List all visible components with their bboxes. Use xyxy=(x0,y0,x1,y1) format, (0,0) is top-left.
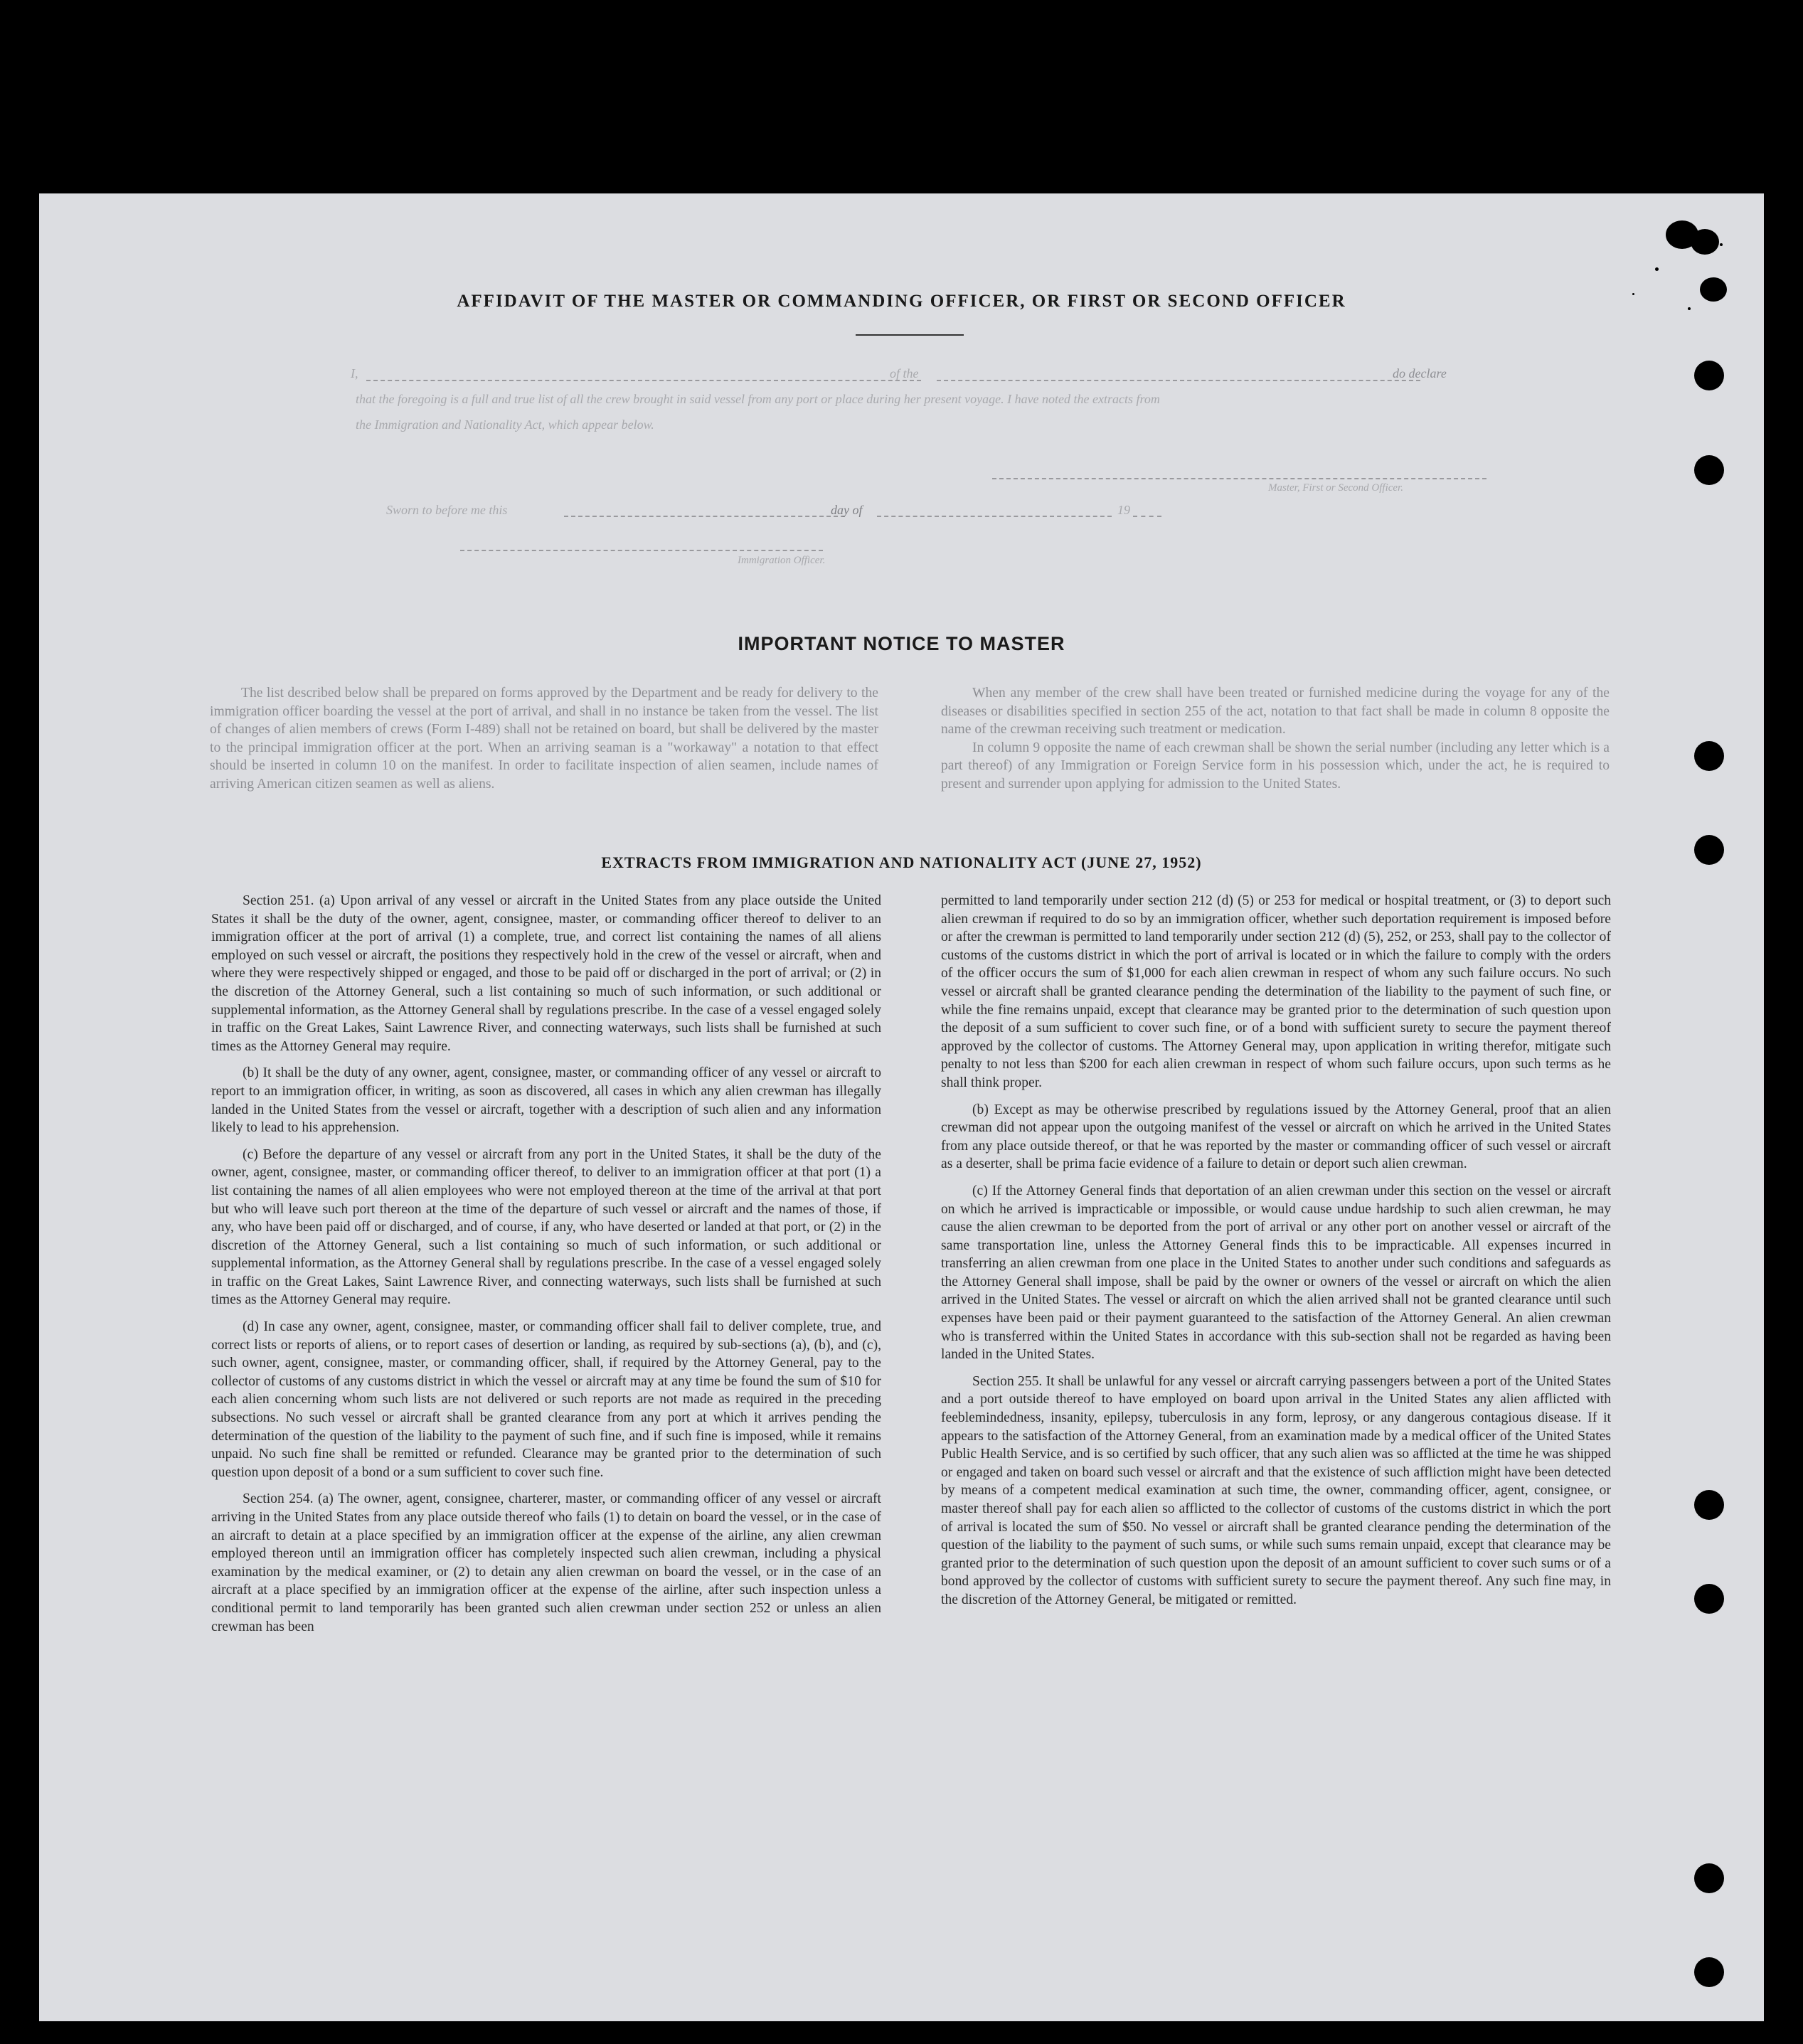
sworn-prefix: Sworn to before me this xyxy=(386,503,508,517)
section-254-c: (c) If the Attorney General finds that deportation of an alien crewman under this section on the vessel or aircraft on which he arrived is impracticable or impossible, or would cause undue hardship to such alien crewman, he may cause the alien crewman to be deported from the port of arrival or any other port on another vessel or aircraft of the same transportation line, unless the Attorney General finds this to be impracticable. All expenses incurred in transferring an alien crewman from one place in the United States to another under such conditions and safeguards as the Attorney General shall impose, shall be paid by the owner or owners of the vessel or aircraft on which the alien arrived in the United States. The vessel or aircraft on which the alien arrived shall not be granted clearance until such expenses have been paid or their payment guaranteed to the satisfaction of the Attorney General. An alien crewman who is transferred within the United States in accordance with this sub-section shall not be regarded as having been landed in the United States. xyxy=(941,1183,1611,1363)
ink-speck xyxy=(1688,307,1691,310)
affidavit-title: AFFIDAVIT OF THE MASTER OR COMMANDING OFFICER, OR FIRST OR SECOND OFFICER xyxy=(457,292,1346,311)
punch-hole xyxy=(1694,1584,1724,1614)
immigration-officer-caption: Immigration Officer. xyxy=(738,555,826,566)
affidavit-do-declare: do declare xyxy=(1393,366,1447,380)
master-caption: Master, First or Second Officer. xyxy=(1268,482,1403,494)
section-254-b: (b) Except as may be otherwise prescribed by regulations issued by the Attorney General, proof that an alien crewman did not appear upon the outgoing manifest of the vessel or aircraft on which he arrived in the United States from any place outside thereof, or that he was reported by the master or commanding officer of such vessel or aircraft as a deserter, shall be prima facie evidence of a failure to detain or deport such alien crewman. xyxy=(941,1102,1611,1172)
extracts-title: EXTRACTS FROM IMMIGRATION AND NATIONALITY ACT (JUNE 27, 1952) xyxy=(601,853,1202,871)
title-underline xyxy=(856,334,964,336)
punch-hole xyxy=(1694,455,1724,485)
punch-hole xyxy=(1694,835,1724,865)
punch-hole xyxy=(1700,277,1727,302)
punch-hole xyxy=(1691,229,1719,255)
sworn-year-blank[interactable] xyxy=(1133,516,1161,517)
affidavit-line-2: that the foregoing is a full and true list of all the crew brought in said vessel from any port or place during her present voyage. I have noted the extracts from xyxy=(356,392,1160,406)
sworn-day-blank[interactable] xyxy=(564,516,845,517)
master-signature-line[interactable] xyxy=(992,478,1486,479)
affidavit-of-the: of the xyxy=(890,366,919,380)
extracts-right-column xyxy=(941,892,1611,1618)
section-255: Section 255. It shall be unlawful for any vessel or aircraft carrying passengers between a port of the United States and a port outside thereof to have employed on board upon arrival in the United States any alien afflicted with feeblemindedness, insanity, epilepsy, tuberculosis in any form, leprosy, or any dangerous contagious disease. If it appears to the satisfaction of the Attorney General, from an examination made by a medical officer of the United States Public Health Service, and is so certified by such officer, that any such alien was so afflicted at the time he was shipped or engaged and taken on board such vessel or aircraft and that the existence of such affliction might have been detected by means of a competent medical examination at such time, the owner, commanding officer, agent, consignee, or master thereof shall pay for each alien so afflicted to the collector of customs of the customs district in which the port of arrival is located the sum of $50. No vessel or aircraft shall be granted clearance pending the determination of the question of the liability to the payment of such sums, or while such sums remain unpaid, except that clearance may be granted prior to the determination of such question upon the deposit of an amount sufficient to cover such sums or of a bond approved by the collector of customs with sufficient surety to secure the payment thereof. Any such fine may, in the discretion of the Attorney General, be mitigated or remitted. xyxy=(941,1373,1611,1607)
affidavit-i: I, xyxy=(351,366,358,380)
sworn-year: 19 xyxy=(1117,503,1130,517)
immigration-officer-signature-line[interactable] xyxy=(460,550,823,551)
notice-right-paragraph-1: When any member of the crew shall have been treated or furnished medicine during the voyage for any of the diseases or disabilities specified in section 255 of the act, notation to that fact shall be made in column 8 opposite the name of the crewman receiving such treatment or medication. xyxy=(941,686,1610,737)
ink-speck xyxy=(1655,267,1659,271)
notice-left-paragraph: The list described below shall be prepared on forms approved by the Department and be ready for delivery to the immigration officer boarding the vessel at the port of arrival, and shall in no instance be taken from the vessel. The list of changes of alien members of crews (Form I-489) shall not be retained on board, but shall be delivered by the master to the principal immigration officer at the port. When an arriving seaman is a "workaway" a notation to that effect should be inserted in column 10 on the manifest. In order to facilitate inspection of alien seamen, include names of arriving American citizen seamen as well as aliens. xyxy=(210,686,878,792)
name-blank[interactable] xyxy=(366,380,921,381)
vessel-blank[interactable] xyxy=(937,380,1420,381)
section-251-b: (b) It shall be the duty of any owner, agent, consignee, master, or commanding officer of any vessel or aircraft to report to an immigration officer, in writing, as soon as discovered, all cases in which any alien crewman has illegally landed in the United States from the vessel or aircraft, together with a description of such alien and any information likely to lead to his apprehension. xyxy=(211,1065,881,1136)
sworn-day-of: day of xyxy=(831,503,863,517)
sworn-month-blank[interactable] xyxy=(877,516,1112,517)
punch-hole xyxy=(1694,1490,1724,1520)
section-251-d: (d) In case any owner, agent, consignee, master, or commanding officer shall fail to deliver complete, true, and correct lists or reports of aliens, or to report cases of desertion or landing, as required by sub-sections (a), (b), and (c), such owner, agent, consignee, master, or commanding officer, shall, if required by the Attorney General, pay to the collector of customs of any customs district in which the vessel or aircraft may at any time be found the sum of $10 for each alien concerning whom such lists are not delivered or such reports are not made as required in the preceding subsections. No such vessel or aircraft shall be granted clearance from any port at which it arrives pending the determination of the question of the liability to the payment of such fine, and if such fine is imposed, while it remains unpaid. No such fine shall be remitted or refunded. Clearance may be granted prior to the determination of such question upon deposit of a bond or a sum sufficient to cover such fine. xyxy=(211,1319,881,1480)
notice-right-column xyxy=(941,684,1610,793)
affidavit-line-3: the Immigration and Nationality Act, which appear below. xyxy=(356,417,654,432)
form-page xyxy=(39,193,1764,2021)
notice-right-paragraph-2: In column 9 opposite the name of each crewman shall be shown the serial number (including any letter which is a part thereof) of any Immigration or Foreign Service form in his possession which, under the act, he is required to present and surrender upon applying for admission to the United States. xyxy=(941,740,1610,792)
section-254-a-continued: permitted to land temporarily under section 212 (d) (5) or 253 for medical or hospital treatment, or (3) to deport such alien crewman if required to do so by an immigration officer, whether such deportation requirement is imposed before or after the crewman is permitted to land temporarily under section 212 (d) (5), 252, or 253, shall pay to the collector of customs of the customs district in which the port of arrival is located or in which the failure to comply with the orders of the officer occurs the sum of $1,000 for each alien crewman in respect of whom any such failure occurs. No such vessel or aircraft shall be granted clearance pending the determination of the liability to the payment of such fine, or while the fine remains unpaid, except that clearance may be granted prior to the determination of such question upon the deposit of a sum sufficient to cover such fine, or of a bond with sufficient surety to secure the payment thereof approved by the collector of customs. The Attorney General may, upon application in writing therefor, mitigate such penalty to not less than $200 for each alien crewman in respect of whom such failure occurs, upon such terms as he shall think proper. xyxy=(941,893,1611,1090)
notice-title: IMPORTANT NOTICE TO MASTER xyxy=(738,633,1065,654)
ink-speck xyxy=(1720,243,1723,246)
section-254-a: Section 254. (a) The owner, agent, consignee, charterer, master, or commanding officer of any vessel or aircraft arriving in the United States from any place outside thereof who fails (1) to detain on board the vessel, or in the case of an aircraft to detain at a place specified by an immigration officer at the expense of the airline, any alien crewman employed thereon until an immigration officer has completely inspected such alien crewman, including a physical examination by the medical examiner, or (2) to detain any alien crewman on board the vessel, or in the case of an aircraft at a place specified by an immigration officer at the expense of the airline, after such inspection unless a conditional permit to land temporarily has been granted such alien crewman under section 252 or unless an alien crewman has been xyxy=(211,1491,881,1634)
punch-hole xyxy=(1694,1863,1724,1893)
extracts-left-column xyxy=(211,892,881,1644)
section-251-c: (c) Before the departure of any vessel or aircraft from any port in the United States, it shall be the duty of the owner, agent, consignee, master, or commanding officer thereof, to deliver to an immigration officer at that port (1) a list containing the names of all alien employees who were not employed thereon at the time of the arrival at that port but who will leave such port thereon at the time of the departure of such vessel or aircraft and the names of those, if any, who have been paid off or discharged, and of course, if any, who have deserted or landed at that port, or (2) in the discretion of the Attorney General, such a list containing so much of such information, or such additional or supplemental information, as the Attorney General shall by regulations prescribe. In the case of a vessel engaged solely in traffic on the Great Lakes, Saint Lawrence River, and connecting waterways, such lists shall be furnished at such times as the Attorney General may require. xyxy=(211,1146,881,1308)
section-251-a: Section 251. (a) Upon arrival of any vessel or aircraft in the United States from any place outside the United States it shall be the duty of the owner, agent, consignee, master, or commanding officer thereof to deliver to an immigration officer at the port of arrival (1) a complete, true, and correct list containing the names of all aliens employed on such vessel or aircraft, the positions they respectively hold in the crew of the vessel or aircraft, when and where they were respectively shipped or engaged, and those to be paid off or discharged in the port of arrival; or (2) in the discretion of the Attorney General, such a list containing so much of such information, or such additional or supplemental information, as the Attorney General shall by regulations prescribe. In the case of a vessel engaged solely in traffic on the Great Lakes, Saint Lawrence River, and connecting waterways, such lists shall be furnished at such times as the Attorney General may require. xyxy=(211,893,881,1054)
punch-hole xyxy=(1694,741,1724,771)
notice-left-column xyxy=(210,684,878,793)
ink-speck xyxy=(1632,293,1634,295)
punch-hole xyxy=(1694,1957,1724,1987)
punch-hole xyxy=(1694,361,1724,390)
